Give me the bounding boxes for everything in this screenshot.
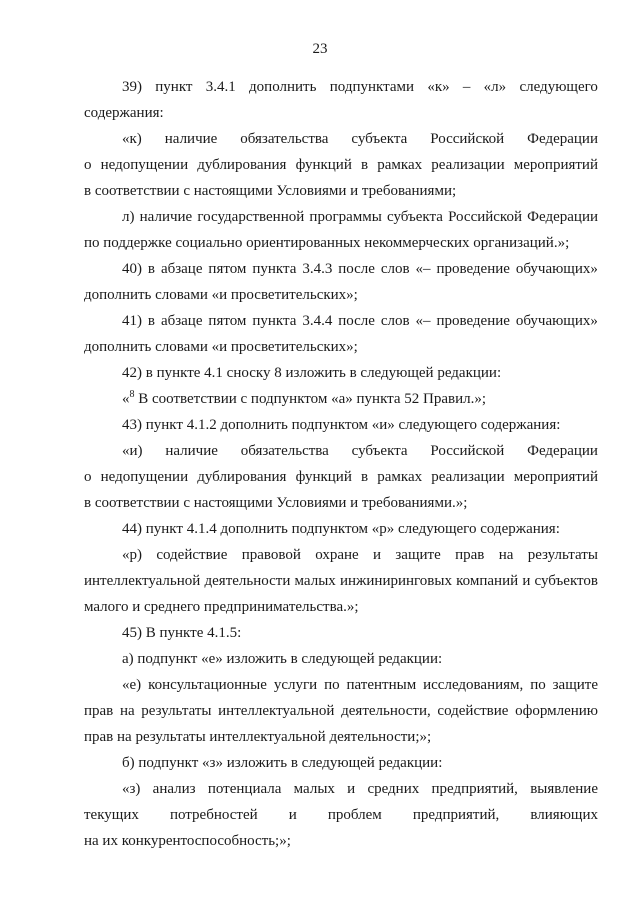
word: предприятий, bbox=[412, 807, 500, 823]
word: на bbox=[498, 547, 514, 563]
word: защите bbox=[395, 547, 441, 563]
word: – bbox=[462, 79, 471, 95]
footnote-mark: 8 bbox=[129, 389, 135, 400]
word: 43) пункт 4.1.2 дополнить подпунктом «и» следующего содержания: bbox=[122, 417, 561, 433]
word: и bbox=[373, 547, 382, 563]
word: «– bbox=[415, 261, 431, 277]
text-line bbox=[84, 568, 598, 594]
word: «л» bbox=[483, 79, 507, 95]
word: пункт bbox=[155, 79, 193, 95]
word: субъекта bbox=[351, 131, 408, 147]
word: проведение bbox=[436, 313, 510, 329]
text-line bbox=[84, 204, 598, 230]
word: программы bbox=[309, 209, 382, 225]
word: в bbox=[147, 261, 156, 277]
word: пункта bbox=[252, 261, 297, 277]
word: недопущении bbox=[100, 469, 189, 485]
word: средних bbox=[367, 781, 420, 797]
word: рамках bbox=[377, 469, 423, 485]
word: 41) bbox=[122, 313, 142, 329]
word: деятельности bbox=[204, 573, 291, 589]
text-line bbox=[84, 828, 598, 854]
paragraph bbox=[84, 412, 598, 438]
word: по bbox=[324, 677, 340, 693]
word: услуги bbox=[273, 677, 318, 693]
text-line bbox=[84, 698, 598, 724]
text-line bbox=[84, 178, 598, 204]
word: 3.4.4 bbox=[302, 313, 333, 329]
word: результаты bbox=[527, 547, 598, 563]
word: результаты bbox=[141, 703, 212, 719]
word: консультационные bbox=[148, 677, 267, 693]
word: в bbox=[361, 469, 369, 485]
text-line bbox=[84, 672, 598, 698]
paragraph bbox=[84, 516, 598, 542]
text-line bbox=[84, 646, 598, 672]
word: следующего bbox=[519, 79, 598, 95]
text-line bbox=[84, 776, 598, 802]
word: интеллектуальной bbox=[84, 573, 201, 589]
paragraph bbox=[84, 646, 598, 672]
text-line bbox=[84, 256, 598, 282]
word: дополнить словами «и просветительских»; bbox=[84, 287, 358, 303]
word: малых bbox=[294, 573, 336, 589]
paragraph bbox=[84, 438, 598, 516]
word: 3.4.1 bbox=[205, 79, 236, 95]
text-line bbox=[84, 516, 598, 542]
word: л) bbox=[122, 209, 135, 225]
word: защите bbox=[552, 677, 598, 693]
word: рамках bbox=[377, 157, 423, 173]
word: Российской bbox=[430, 131, 505, 147]
word: обучающих» bbox=[515, 261, 598, 277]
word: дополнить bbox=[249, 79, 317, 95]
footnote-quote: «$^8$ bbox=[122, 389, 135, 407]
paragraph bbox=[84, 360, 598, 386]
word: «и) bbox=[122, 443, 143, 459]
word: после bbox=[338, 261, 375, 277]
word: по bbox=[530, 677, 546, 693]
word: дублирования bbox=[197, 469, 287, 485]
word: «– bbox=[415, 313, 431, 329]
word: 44) пункт 4.1.4 дополнить подпунктом «р» следующего содержания: bbox=[122, 521, 560, 537]
paragraph bbox=[84, 542, 598, 620]
word: недопущении bbox=[100, 157, 189, 173]
word: мероприятий bbox=[513, 469, 598, 485]
word: субъекта bbox=[386, 209, 443, 225]
word: проблем bbox=[327, 807, 382, 823]
word: содержания: bbox=[84, 105, 164, 121]
word: Федерации bbox=[527, 443, 598, 459]
text-line bbox=[84, 620, 598, 646]
word: предприятий, bbox=[431, 781, 518, 797]
word: исследованиям, bbox=[423, 677, 524, 693]
text-line bbox=[84, 360, 598, 386]
word: подпунктами bbox=[329, 79, 415, 95]
word: «з) bbox=[122, 781, 141, 797]
word: 45) В пункте 4.1.5: bbox=[122, 625, 242, 641]
word: Федерации bbox=[527, 131, 598, 147]
page-number: 23 bbox=[312, 41, 328, 57]
word: влияющих bbox=[530, 807, 598, 823]
paragraph bbox=[84, 256, 598, 308]
word: в соответствии с настоящими Условиями и требованиями.»; bbox=[84, 495, 468, 511]
word: пятом bbox=[208, 261, 247, 277]
word: функций bbox=[295, 469, 352, 485]
word: интеллектуальной bbox=[218, 703, 335, 719]
paragraph bbox=[84, 776, 598, 854]
word: Российской bbox=[448, 209, 522, 225]
word: содействие bbox=[156, 547, 228, 563]
document-body bbox=[84, 74, 598, 854]
word: потенциала bbox=[207, 781, 282, 797]
word: выявление bbox=[530, 781, 598, 797]
word: и bbox=[347, 781, 356, 797]
word: о bbox=[84, 469, 92, 485]
word: дублирования bbox=[197, 157, 287, 173]
word: в соответствии с настоящими Условиями и требованиями; bbox=[84, 183, 457, 199]
text-line bbox=[84, 438, 598, 464]
text-line bbox=[84, 282, 598, 308]
word: функций bbox=[295, 157, 352, 173]
word: анализ bbox=[152, 781, 196, 797]
text-line bbox=[84, 750, 598, 776]
word: инжиниринговых bbox=[339, 573, 452, 589]
word: правовой bbox=[241, 547, 301, 563]
text-line bbox=[84, 308, 598, 334]
word: обучающих» bbox=[515, 313, 598, 329]
word: прав bbox=[84, 703, 114, 719]
word: дополнить словами «и просветительских»; bbox=[84, 339, 358, 355]
word: в bbox=[361, 157, 369, 173]
paragraph bbox=[84, 672, 598, 750]
paragraph bbox=[84, 204, 598, 256]
word: а) подпункт «е» изложить в следующей редакции: bbox=[122, 651, 443, 667]
word: субъекта bbox=[351, 443, 408, 459]
word: прав на результаты интеллектуальной деятельности;»; bbox=[84, 729, 432, 745]
word: компаний bbox=[456, 573, 519, 589]
word: В соответствии с подпунктом «а» пункта 52 Правил.»; bbox=[134, 391, 487, 407]
paragraph bbox=[84, 386, 598, 412]
word: обязательства bbox=[240, 443, 329, 459]
word: реализации bbox=[431, 469, 505, 485]
word: наличие bbox=[139, 209, 193, 225]
text-line bbox=[84, 724, 598, 750]
word: о bbox=[84, 157, 92, 173]
text-line bbox=[84, 230, 598, 256]
word: в bbox=[147, 313, 156, 329]
word: 42) в пункте 4.1 сноску 8 изложить в следующей редакции: bbox=[122, 365, 502, 381]
text-line bbox=[84, 386, 598, 412]
word: на их конкурентоспособность;»; bbox=[84, 833, 291, 849]
word: охране bbox=[315, 547, 359, 563]
word: проведение bbox=[436, 261, 510, 277]
word: оформлению bbox=[515, 703, 598, 719]
word: после bbox=[338, 313, 375, 329]
word: пятом bbox=[208, 313, 247, 329]
text-line bbox=[84, 464, 598, 490]
word: мероприятий bbox=[513, 157, 598, 173]
word: патентным bbox=[346, 677, 417, 693]
word: слов bbox=[380, 261, 410, 277]
word: субъектов bbox=[534, 573, 598, 589]
text-line bbox=[84, 802, 598, 828]
text-line bbox=[84, 74, 598, 100]
paragraph bbox=[84, 126, 598, 204]
word: «к» bbox=[427, 79, 450, 95]
word: текущих bbox=[84, 807, 139, 823]
word: «р) bbox=[122, 547, 142, 563]
word: абзаце bbox=[160, 261, 203, 277]
word: малых bbox=[293, 781, 335, 797]
word: реализации bbox=[431, 157, 505, 173]
text-line bbox=[84, 152, 598, 178]
word: малого и среднего предпринимательства.»; bbox=[84, 599, 359, 615]
word: б) подпункт «з» изложить в следующей редакции: bbox=[122, 755, 443, 771]
word: пункта bbox=[252, 313, 297, 329]
word: слов bbox=[380, 313, 410, 329]
word: обязательства bbox=[240, 131, 329, 147]
text-line bbox=[84, 412, 598, 438]
word: деятельности, bbox=[341, 703, 431, 719]
text-line bbox=[84, 100, 598, 126]
text-line bbox=[84, 490, 598, 516]
word: Российской bbox=[430, 443, 505, 459]
word: «к) bbox=[122, 131, 142, 147]
word: содействие bbox=[437, 703, 509, 719]
text-line bbox=[84, 126, 598, 152]
word: 40) bbox=[122, 261, 142, 277]
text-line bbox=[84, 594, 598, 620]
word: 39) bbox=[122, 79, 142, 95]
word: по поддержке социально ориентированных некоммерческих организаций.»; bbox=[84, 235, 570, 251]
paragraph bbox=[84, 308, 598, 360]
word: наличие bbox=[165, 443, 218, 459]
word: «е) bbox=[122, 677, 142, 693]
word: и bbox=[522, 573, 531, 589]
word: государственной bbox=[197, 209, 305, 225]
paragraph bbox=[84, 74, 598, 126]
paragraph bbox=[84, 620, 598, 646]
word: прав bbox=[455, 547, 485, 563]
text-line bbox=[84, 334, 598, 360]
word: потребностей bbox=[169, 807, 258, 823]
word: и bbox=[288, 807, 297, 823]
text-line bbox=[84, 542, 598, 568]
word: 3.4.3 bbox=[302, 261, 333, 277]
word: Федерации bbox=[527, 209, 598, 225]
word: абзаце bbox=[160, 313, 203, 329]
word: наличие bbox=[164, 131, 218, 147]
word: на bbox=[119, 703, 135, 719]
paragraph bbox=[84, 750, 598, 776]
